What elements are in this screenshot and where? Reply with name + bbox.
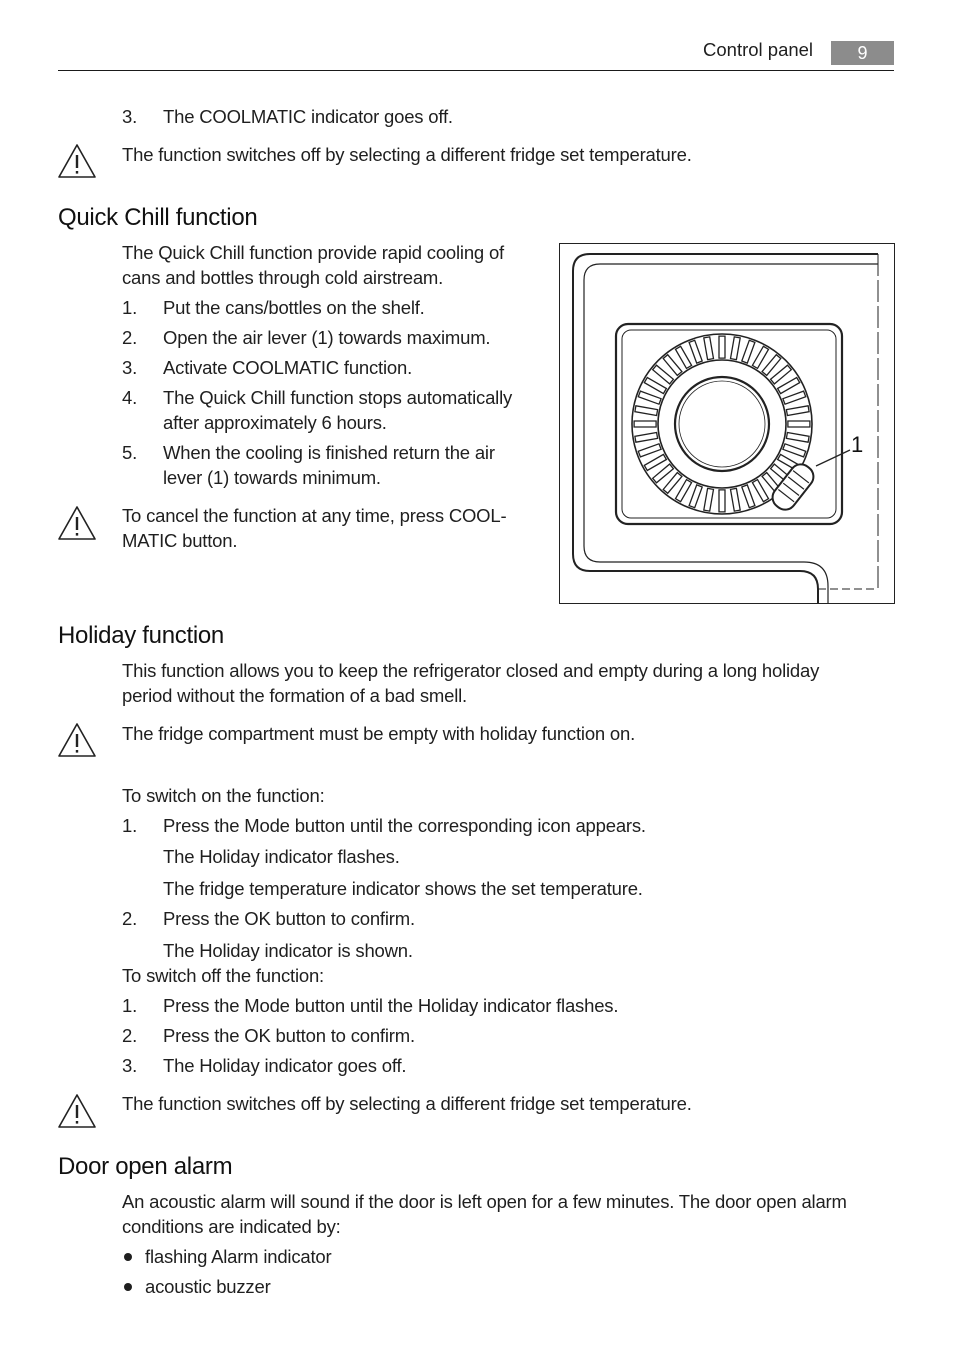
figure-callout-label: 1 bbox=[851, 432, 864, 457]
dial-rib bbox=[742, 485, 755, 508]
step-note: The Holiday indicator is shown. bbox=[163, 940, 413, 961]
step-note: The Holiday indicator flashes. bbox=[163, 846, 400, 867]
dial-rib bbox=[635, 406, 658, 416]
dial-rib bbox=[634, 421, 656, 427]
dial-rib bbox=[752, 346, 768, 368]
sub-label: To switch on the function: bbox=[122, 785, 325, 806]
paragraph-line: An acoustic alarm will sound if the door is left open for a few minutes. The door open alarm bbox=[122, 1191, 847, 1212]
paragraph-line: period without the formation of a bad smell. bbox=[122, 685, 467, 706]
step-number: 3. bbox=[122, 1055, 138, 1076]
dial-rib bbox=[689, 485, 702, 508]
dial-rib bbox=[704, 488, 714, 511]
section-title-holiday: Holiday function bbox=[58, 622, 224, 649]
step-number: 1. bbox=[122, 297, 138, 318]
dial-rib bbox=[689, 340, 702, 363]
warning-text: The function switches off by selecting a different fridge set temperature. bbox=[122, 1093, 692, 1114]
bullet-text: flashing Alarm indicator bbox=[145, 1246, 332, 1267]
step-text: after approximately 6 hours. bbox=[163, 412, 387, 433]
step-number: 1. bbox=[122, 995, 138, 1016]
step-number: 5. bbox=[122, 442, 138, 463]
dial-rib bbox=[742, 340, 755, 363]
step-number: 4. bbox=[122, 387, 138, 408]
section-title-quick-chill: Quick Chill function bbox=[58, 204, 258, 231]
dial-rib bbox=[644, 454, 666, 470]
step-text: The COOLMATIC indicator goes off. bbox=[163, 106, 453, 127]
step-text: Press the Mode button until the corresponding icon appears. bbox=[163, 815, 646, 836]
dial-rib bbox=[644, 378, 666, 394]
step-number: 3. bbox=[122, 106, 138, 127]
warning-icon bbox=[57, 722, 97, 758]
dial-rib bbox=[704, 337, 714, 360]
dial-rib bbox=[731, 337, 741, 360]
dial-rib bbox=[786, 433, 809, 443]
dial-rib bbox=[638, 391, 661, 404]
step-number: 1. bbox=[122, 815, 138, 836]
step-text: lever (1) towards minimum. bbox=[163, 467, 381, 488]
bullet-icon bbox=[124, 1283, 132, 1291]
step-text: Press the OK button to confirm. bbox=[163, 1025, 415, 1046]
step-text: Press the OK button to confirm. bbox=[163, 908, 415, 929]
step-text: Open the air lever (1) towards maximum. bbox=[163, 327, 491, 348]
sub-label: To switch off the function: bbox=[122, 965, 324, 986]
dial-rib bbox=[778, 378, 800, 394]
warning-text: To cancel the function at any time, press COOL- bbox=[122, 505, 507, 526]
warning-icon bbox=[57, 505, 97, 541]
step-text: Press the Mode button until the Holiday indicator flashes. bbox=[163, 995, 619, 1016]
bullet-text: acoustic buzzer bbox=[145, 1276, 271, 1297]
dial-rib bbox=[752, 480, 768, 502]
dial-rib bbox=[786, 406, 809, 416]
bullet-icon bbox=[124, 1253, 132, 1261]
dial-rib bbox=[719, 336, 725, 358]
header-rule bbox=[58, 70, 894, 71]
warning-icon bbox=[57, 143, 97, 179]
air-lever-figure bbox=[559, 243, 895, 604]
dial-rib bbox=[783, 444, 806, 457]
step-note: The fridge temperature indicator shows the set temperature. bbox=[163, 878, 643, 899]
air-lever-illustration bbox=[560, 244, 894, 603]
paragraph-line: This function allows you to keep the refrigerator closed and empty during a long holiday bbox=[122, 660, 820, 681]
step-number: 2. bbox=[122, 327, 138, 348]
warning-icon bbox=[57, 1093, 97, 1129]
dial-rib bbox=[783, 391, 806, 404]
dial-rib bbox=[731, 488, 741, 511]
paragraph-line: The Quick Chill function provide rapid cooling of bbox=[122, 242, 504, 263]
paragraph-line: cans and bottles through cold airstream. bbox=[122, 267, 444, 288]
dial-rib bbox=[676, 480, 692, 502]
section-title-door-alarm: Door open alarm bbox=[58, 1153, 233, 1180]
dial-rib bbox=[788, 421, 810, 427]
warning-text: MATIC button. bbox=[122, 530, 238, 551]
step-number: 2. bbox=[122, 908, 138, 929]
step-text: When the cooling is finished return the air bbox=[163, 442, 495, 463]
step-text: The Holiday indicator goes off. bbox=[163, 1055, 407, 1076]
step-text: Activate COOLMATIC function. bbox=[163, 357, 413, 378]
step-text: Put the cans/bottles on the shelf. bbox=[163, 297, 425, 318]
dial-rib bbox=[638, 444, 661, 457]
step-number: 3. bbox=[122, 357, 138, 378]
step-number: 2. bbox=[122, 1025, 138, 1046]
step-text: The Quick Chill function stops automatically bbox=[163, 387, 513, 408]
header-section-label: Control panel bbox=[703, 39, 814, 60]
dial-rib bbox=[676, 346, 692, 368]
page-number-badge: 9 bbox=[831, 41, 894, 65]
warning-text: The fridge compartment must be empty with holiday function on. bbox=[122, 723, 636, 744]
dial-rib bbox=[635, 433, 658, 443]
paragraph-line: conditions are indicated by: bbox=[122, 1216, 341, 1237]
warning-text: The function switches off by selecting a different fridge set temperature. bbox=[122, 144, 692, 165]
dial-rib bbox=[719, 490, 725, 512]
